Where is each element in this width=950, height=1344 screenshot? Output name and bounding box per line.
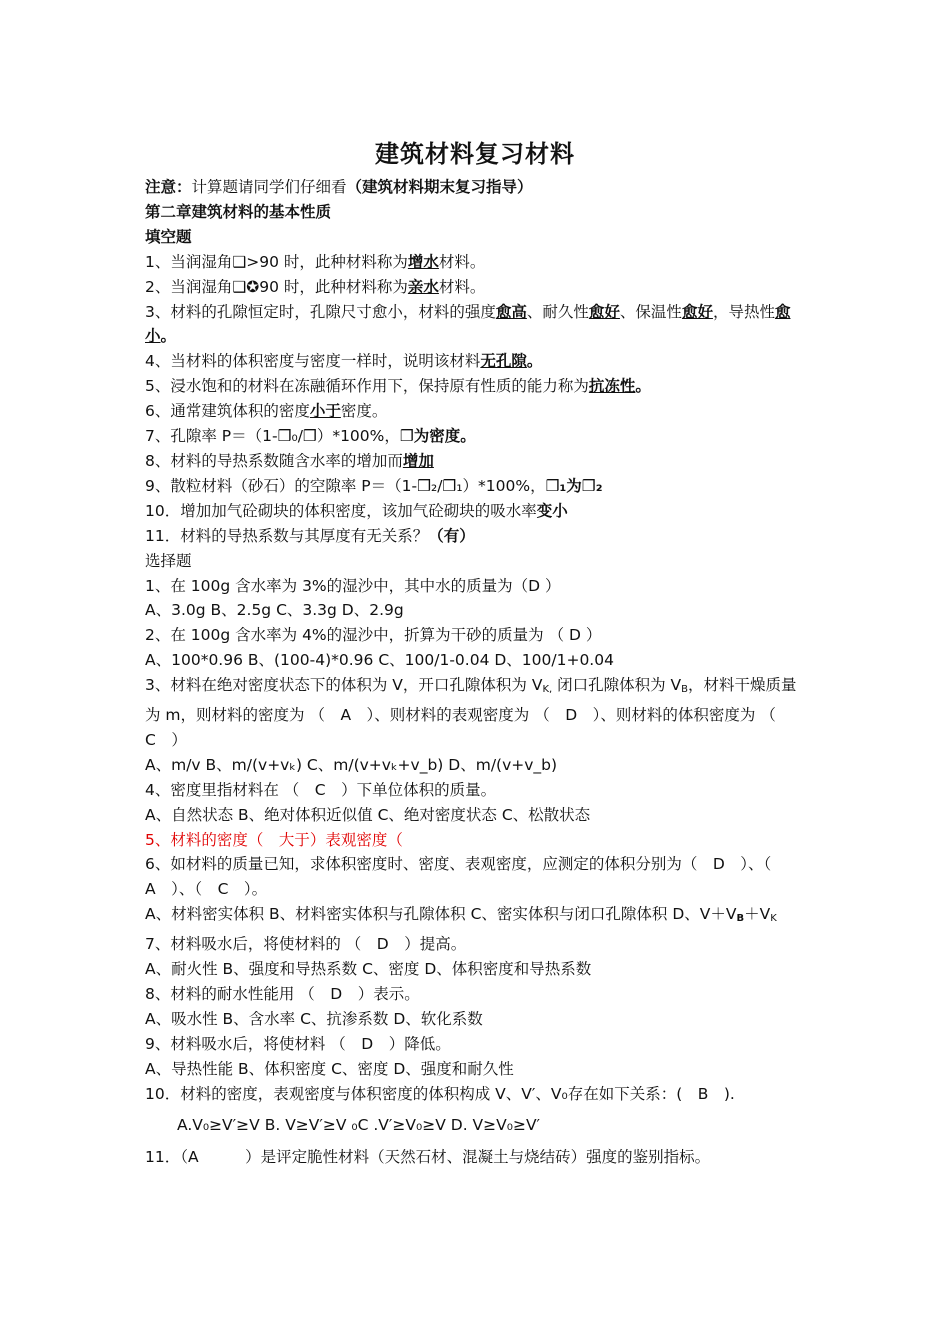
choice-question-1: 1、在 100g 含水率为 3%的湿沙中，其中水的质量为（D ）: [145, 576, 561, 595]
answer: ❒₁为❒₂: [545, 476, 603, 495]
note-label: 注意：: [145, 178, 192, 196]
fill-question-7: 7、孔隙率 P＝（1-❒₀/❒）*100%，❒为密度。: [145, 427, 476, 446]
answer: 愈好: [588, 302, 620, 321]
choice-question-8: 8、材料的耐水性能用 （ D ）表示。: [145, 985, 420, 1003]
answer: 小于: [309, 402, 341, 421]
choice-options-6: A、材料密实体积 B、材料密实体积与孔隙体积 C、密实体积与闭口孔隙体积 D、V＋VB＋VK: [145, 905, 777, 925]
choice-options-1: A、3.0g B、2.5g C、3.3g D、2.9g: [145, 601, 404, 620]
answer: 增加: [402, 451, 434, 470]
fill-heading: 填空题: [145, 227, 192, 246]
choice-options-3: A、m/v B、m/(v+vₖ) C、m/(v+vₖ+v_b) D、m/(v+v_b): [145, 755, 558, 774]
fill-question-6: 6、通常建筑体积的密度小于密度。: [145, 402, 388, 421]
choice-question-11: 11．（A ）是评定脆性材料（天然石材、混凝土与烧结砖）强度的鉴别指标。: [145, 1148, 711, 1167]
note-text: 计算题请同学们仔细看: [191, 178, 347, 196]
fill-question-10: 10．增加加气砼砌块的体积密度，该加气砼砌块的吸水率变小: [145, 501, 568, 520]
answer: 变小: [536, 501, 568, 520]
fill-question-11: 11．材料的导热系数与其厚度有无关系？（有）: [145, 526, 475, 545]
choice-options-10: A.V₀≥V′≥V B. V≥V′≥V ₀C .V′≥V₀≥V D. V≥V₀≥V′: [177, 1115, 541, 1134]
answer: 增水: [407, 252, 439, 271]
fill-question-8: 8、材料的导热系数随含水率的增加而增加: [145, 451, 434, 470]
answer: 愈好: [681, 302, 713, 321]
note-line: [145, 175, 810, 200]
choice-question-6: 6、如材料的质量已知，求体积密度时、密度、表观密度，应测定的体积分别为（ D ）、（ A ）、（ C ）。: [145, 855, 787, 899]
answer: ❒为密度。: [399, 427, 476, 446]
answer: 愈高: [495, 302, 527, 321]
choice-heading: 选择题: [145, 551, 192, 570]
choice-options-9: A、导热性能 B、体积密度 C、密度 D、强度和耐久性: [145, 1059, 514, 1078]
document-body: [145, 175, 810, 1170]
choice-question-10: 10．材料的密度，表观密度与体积密度的体积构成 V、V′、V₀存在如下关系：( B ).: [145, 1084, 735, 1103]
choice-question-4: 4、密度里指材料在 （ C ）下单位体积的质量。: [145, 780, 497, 799]
fill-question-9: 9、散粒材料（砂石）的空隙率 P＝（1-❒₂/❒₁）*100%，❒₁为❒₂: [145, 476, 603, 495]
choice-question-7: 7、材料吸水后，将使材料的 （ D ）提高。: [145, 935, 467, 954]
answer: 抗冻性: [588, 377, 636, 396]
answer: 无孔隙: [480, 352, 527, 371]
choice-options-4: A、自然状态 B、绝对体积近似值 C、绝对密度状态 C、松散状态: [145, 805, 591, 824]
fill-question-2: 2、当润湿角❑✪90 时，此种材料称为亲水材料。: [145, 277, 486, 296]
fill-question-1: 1、当润湿角❑>90 时，此种材料称为增水材料。: [145, 252, 486, 271]
answer: （有）: [428, 526, 475, 545]
fill-question-3: 3、材料的孔隙恒定时，孔隙尺寸愈小，材料的强度愈高、耐久性愈好、保温性愈好，导热性愈小。: [145, 302, 791, 346]
choice-question-3: 3、材料在绝对密度状态下的体积为 V，开口孔隙体积为 VK, 闭口孔隙体积为 VB，材料干燥质量为 m，则材料的密度为 （ A ）、则材料的表观密度为 （ D ）、则材料的体积密度为 （ C ）: [145, 676, 797, 749]
chapter-heading: 第二章建筑材料的基本性质: [145, 202, 332, 221]
answer: 愈小: [145, 302, 791, 346]
fill-question-4: 4、当材料的体积密度与密度一样时，说明该材料无孔隙。: [145, 352, 543, 371]
page-title: 建筑材料复习材料: [375, 140, 575, 168]
fill-question-5: 5、浸水饱和的材料在冻融循环作用下，保持原有性质的能力称为抗冻性。: [145, 377, 651, 396]
choice-options-2: A、100*0.96 B、(100-4)*0.96 C、100/1-0.04 D、100/1+0.04: [145, 651, 614, 670]
note-ref: （建筑材料期末复习指导）: [346, 178, 533, 196]
choice-question-2: 2、在 100g 含水率为 4%的湿沙中，折算为干砂的质量为 （ D ）: [145, 626, 602, 645]
choice-options-8: A、吸水性 B、含水率 C、抗渗系数 D、软化系数: [145, 1009, 483, 1028]
choice-options-7: A、耐火性 B、强度和导热系数 C、密度 D、体积密度和导热系数: [145, 960, 592, 979]
choice-question-5: 5、材料的密度（ 大于）表观密度（: [145, 830, 403, 849]
choice-question-9: 9、材料吸水后，将使材料 （ D ）降低。: [145, 1034, 451, 1053]
answer: 亲水: [407, 277, 439, 296]
